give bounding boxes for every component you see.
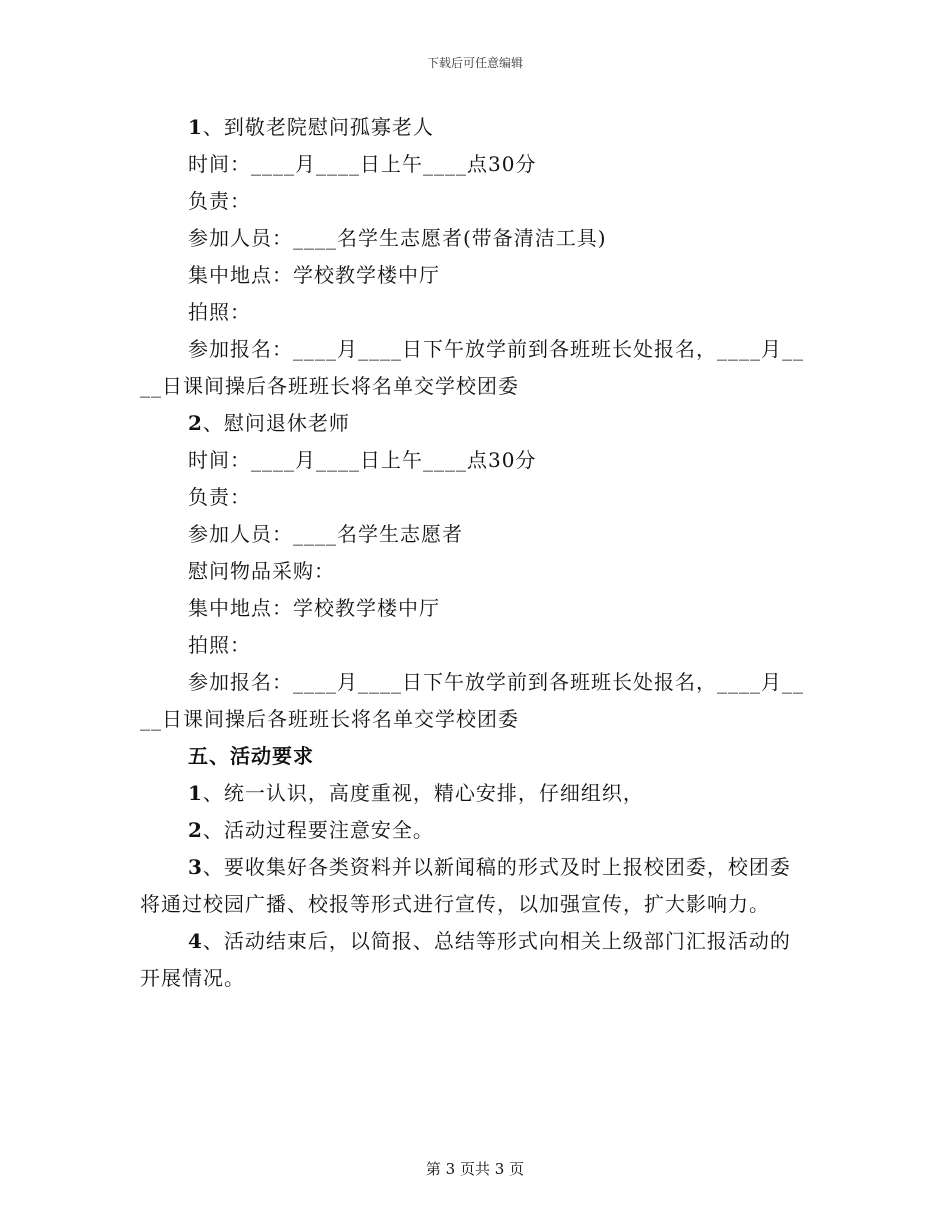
paragraph-text: 、慰问退休老师 — [202, 411, 350, 435]
item-number: 2 — [188, 818, 203, 842]
paragraph — [140, 590, 810, 627]
paragraph — [140, 923, 810, 997]
paragraph-text: 、要收集好各类资料并以新闻稿的形式及时上报校团委，校团委将通过校园广播、校报等形式进行宣传，以加强宣传，扩大影响力。 — [140, 855, 791, 916]
paragraph-text: 时间：____月____日上午____点30分 — [188, 448, 537, 472]
paragraph-text: 、到敬老院慰问孤寡老人 — [202, 115, 434, 139]
paragraph-text: 拍照： — [188, 633, 251, 657]
paragraph-text: 慰问物品采购： — [188, 559, 335, 583]
paragraph-text: 参加报名：____月____日下午放学前到各班班长处报名，____月____日课间操后各班班长将名单交学校团委 — [140, 337, 804, 398]
page-header: 下载后可任意编辑 — [426, 56, 523, 70]
item-number: 4 — [188, 929, 203, 953]
heading-text: 五、活动要求 — [188, 744, 314, 768]
item-number: 1 — [188, 781, 203, 805]
paragraph — [140, 257, 810, 294]
paragraph — [140, 331, 810, 405]
item-number: 3 — [188, 855, 203, 879]
paragraph — [140, 849, 810, 923]
paragraph — [140, 220, 810, 257]
section-heading — [140, 738, 810, 775]
document-body — [140, 109, 810, 997]
item-number: 2 — [188, 411, 203, 435]
paragraph — [140, 442, 810, 479]
paragraph — [140, 183, 810, 220]
paragraph — [140, 812, 810, 849]
paragraph-text: 参加报名：____月____日下午放学前到各班班长处报名，____月____日课间操后各班班长将名单交学校团委 — [140, 670, 804, 731]
paragraph — [140, 405, 810, 442]
paragraph — [140, 553, 810, 590]
paragraph — [140, 479, 810, 516]
item-number: 1 — [188, 115, 203, 139]
paragraph-text: 负责： — [188, 485, 251, 509]
paragraph-text: 集中地点：学校教学楼中厅 — [188, 263, 440, 287]
paragraph-text: 、统一认识，高度重视，精心安排，仔细组织， — [202, 781, 644, 805]
paragraph — [140, 775, 810, 812]
paragraph-text: 时间：____月____日上午____点30分 — [188, 152, 537, 176]
paragraph — [140, 294, 810, 331]
paragraph-text: 参加人员：____名学生志愿者 — [188, 522, 463, 546]
paragraph-text: 拍照： — [188, 300, 251, 324]
paragraph — [140, 664, 810, 738]
paragraph — [140, 627, 810, 664]
paragraph-text: 集中地点：学校教学楼中厅 — [188, 596, 440, 620]
paragraph — [140, 516, 810, 553]
paragraph-text: 、活动过程要注意安全。 — [202, 818, 434, 842]
page-footer: 第 3 页共 3 页 — [425, 1160, 525, 1178]
paragraph-text: 、活动结束后，以简报、总结等形式向相关上级部门汇报活动的开展情况。 — [140, 929, 791, 990]
paragraph — [140, 109, 810, 146]
paragraph — [140, 146, 810, 183]
paragraph-text: 参加人员：____名学生志愿者(带备清洁工具) — [188, 226, 607, 250]
paragraph-text: 负责： — [188, 189, 251, 213]
